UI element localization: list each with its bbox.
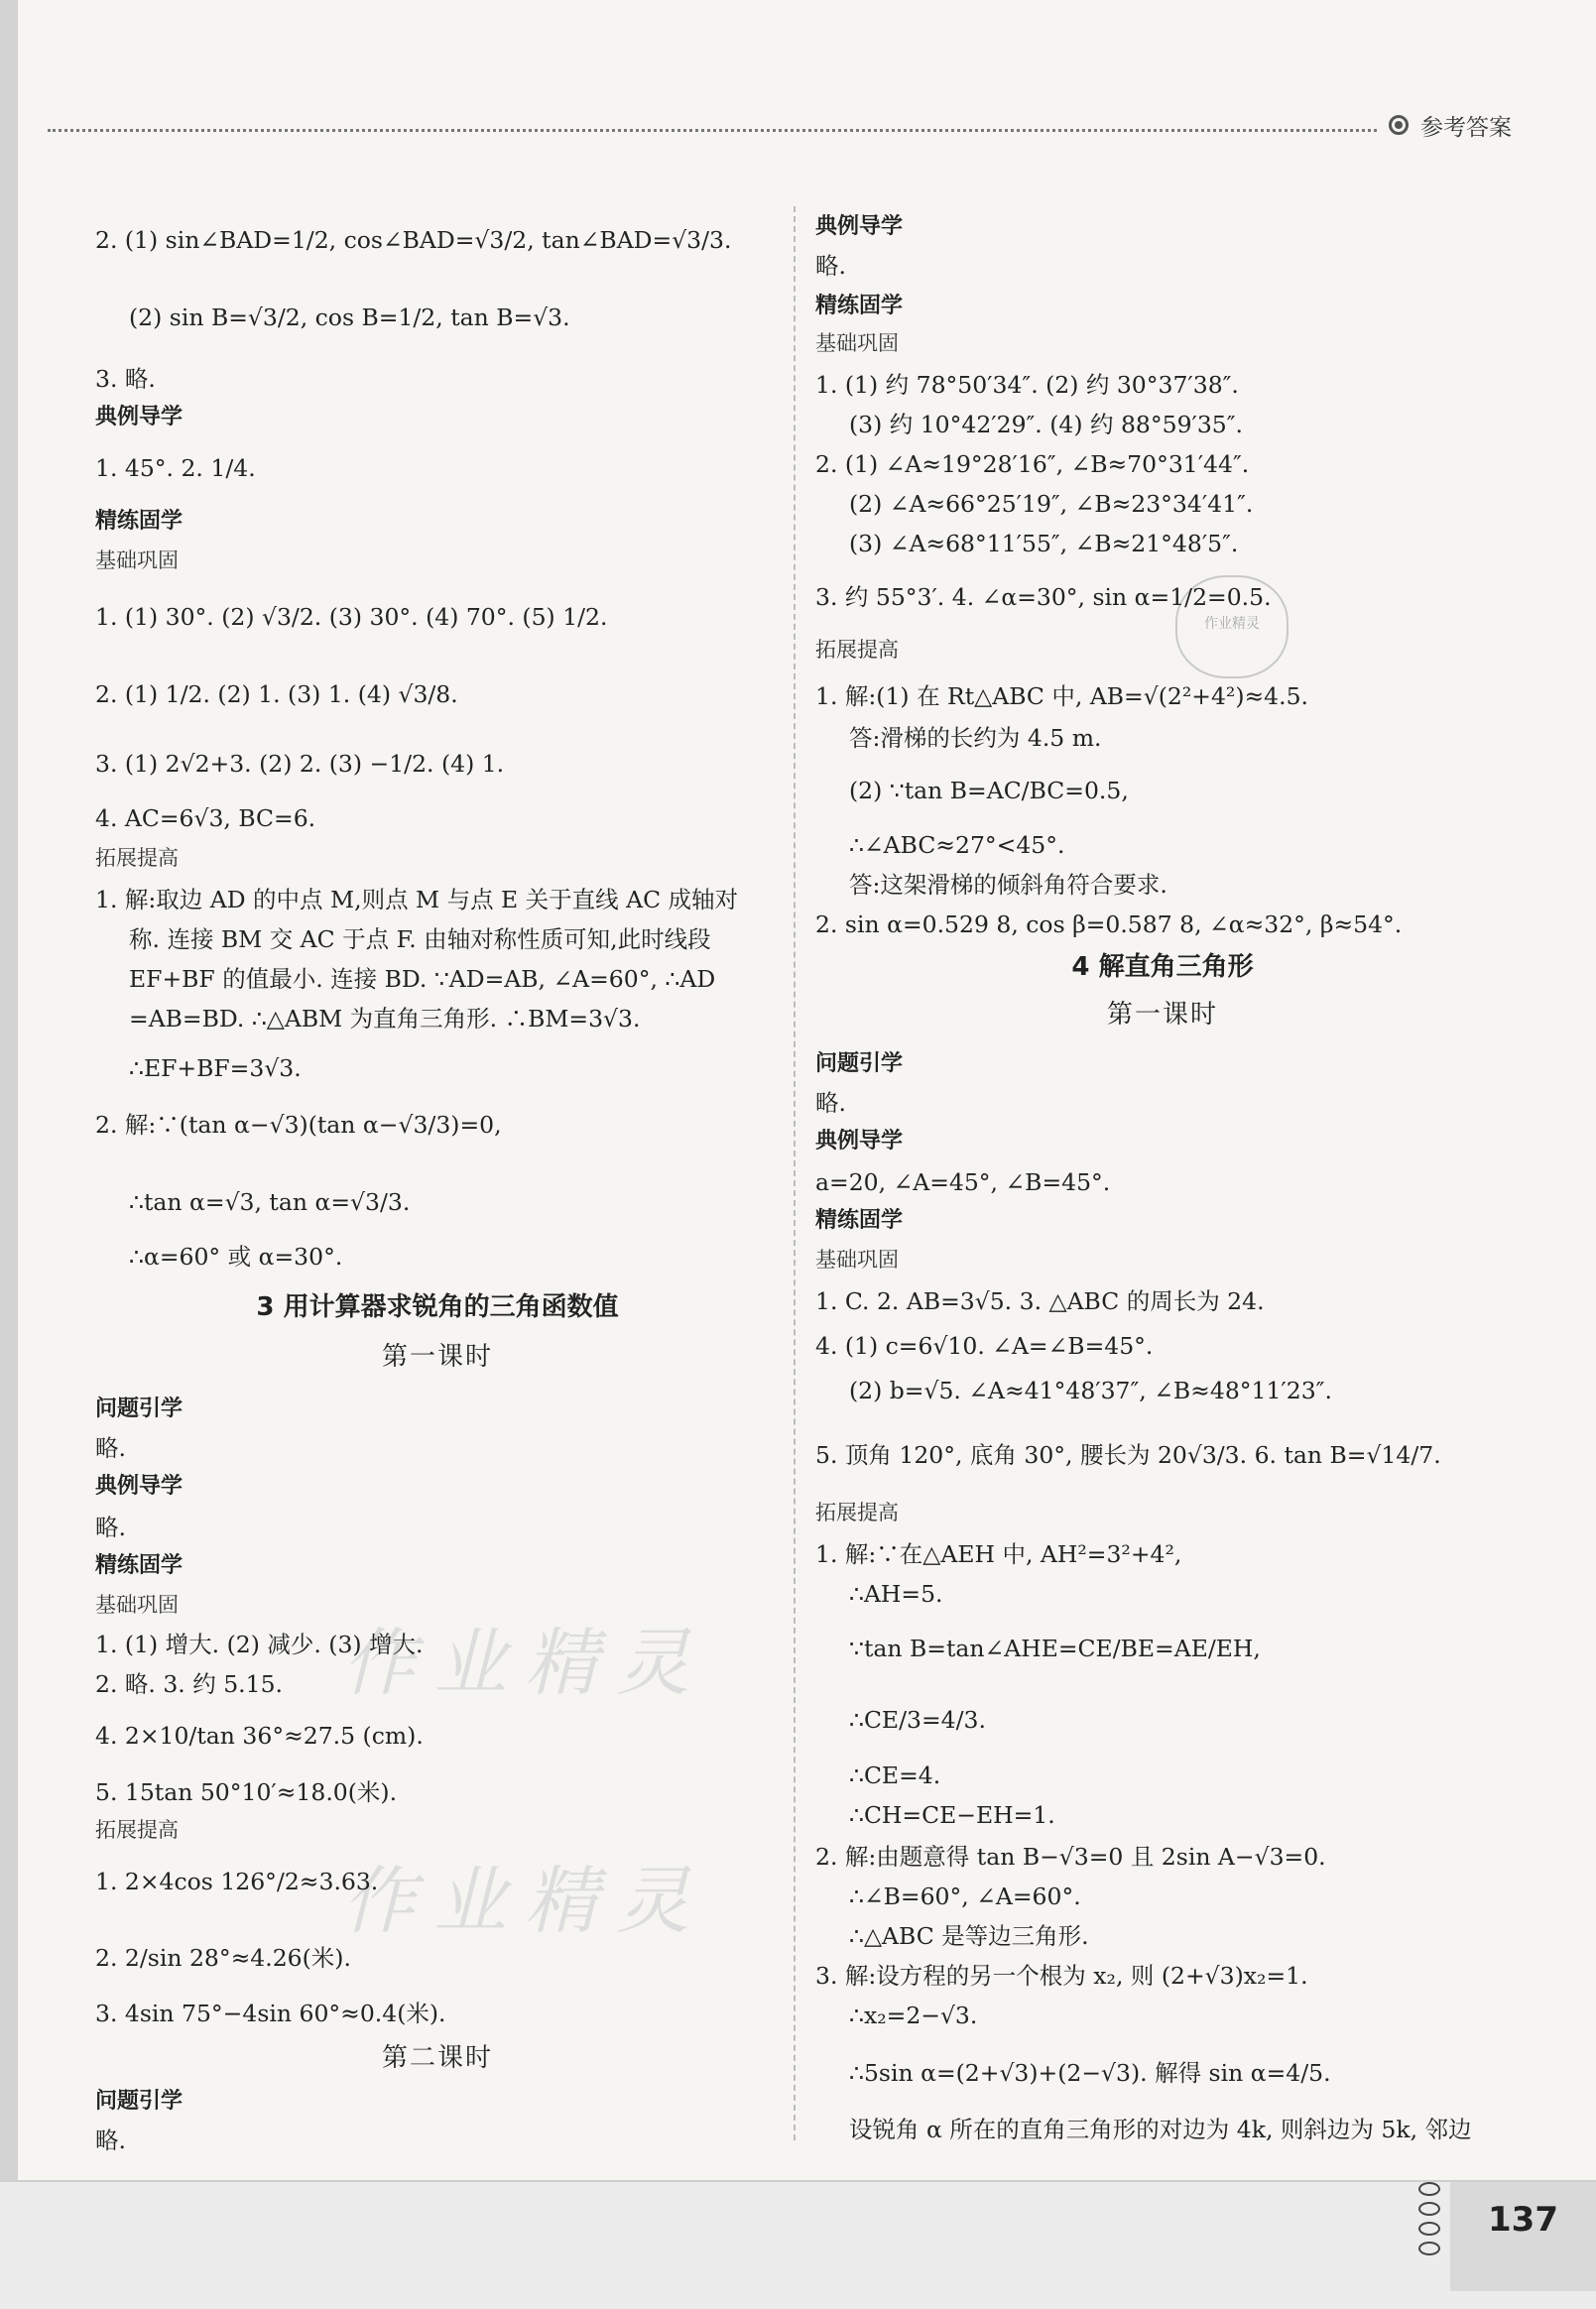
answer-line: (2) sin B=√3/2, cos B=1/2, tan B=√3. [129, 304, 570, 331]
answer-line: 略. [815, 1089, 846, 1117]
section-heading: 典例导学 [815, 1129, 904, 1154]
section-heading: 问题引学 [95, 2089, 184, 2114]
answer-line: 答:这架滑梯的倾斜角符合要求. [849, 871, 1167, 899]
section-heading: 典例导学 [95, 405, 184, 429]
answer-line: 1. 45°. 2. 1/4. [95, 454, 256, 482]
answer-line: 4. (1) c=6√10. ∠A=∠B=45°. [815, 1332, 1154, 1360]
watermark-2: 作业精灵 [342, 1859, 707, 1944]
header-dotted-rule [48, 129, 1377, 132]
header-bullet-icon [1389, 115, 1409, 135]
answer-line: 略. [95, 1514, 126, 1541]
answer-line: ∴∠B=60°, ∠A=60°. [849, 1883, 1081, 1910]
answer-line: 1. (1) 30°. (2) √3/2. (3) 30°. (4) 70°. (5) 1/2. [95, 603, 608, 631]
lesson-title: 第二课时 [381, 2043, 493, 2073]
answer-line: 3. 解:设方程的另一个根为 x₂, 则 (2+√3)x₂=1. [815, 1962, 1308, 1990]
watermark-1: 作业精灵 [342, 1621, 707, 1706]
answer-line: 1. 2×4cos 126°/2≈3.63. [95, 1868, 379, 1895]
answer-line: 略. [95, 1434, 126, 1462]
section-heading: 精练固学 [815, 1208, 904, 1233]
section-heading: 精练固学 [815, 294, 904, 318]
answer-line: (2) ∠A≈66°25′19″, ∠B≈23°34′41″. [849, 490, 1254, 518]
section-heading: 典例导学 [815, 214, 904, 239]
answer-line: 答:滑梯的长约为 4.5 m. [849, 724, 1102, 752]
answer-line: ∵tan B=tan∠AHE=CE/BE=AE/EH, [849, 1635, 1261, 1662]
section-heading: 典例导学 [95, 1474, 184, 1499]
section-heading: 精练固学 [95, 509, 184, 534]
page-footer-band [0, 2180, 1596, 2309]
answer-line: 设锐角 α 所在的直角三角形的对边为 4k, 则斜边为 5k, 邻边 [849, 2116, 1472, 2143]
stamp-logo: 作业精灵 [1175, 575, 1289, 678]
section-title: 4 解直角三角形 [1071, 952, 1254, 982]
subsection-heading: 基础巩固 [815, 331, 899, 355]
answer-line: 3. (1) 2√2+3. (2) 2. (3) −1/2. (4) 1. [95, 750, 505, 778]
column-divider [794, 206, 796, 2140]
answer-line: 1. 解:∵在△AEH 中, AH²=3²+4², [815, 1540, 1182, 1568]
answer-line: 略. [95, 2127, 126, 2154]
answer-line: 1. (1) 增大. (2) 减少. (3) 增大. [95, 1631, 424, 1658]
answer-line: 2. (1) 1/2. (2) 1. (3) 1. (4) √3/8. [95, 680, 458, 708]
binding-rings-icon [1418, 2182, 1440, 2261]
subsection-heading: 拓展提高 [815, 1501, 899, 1524]
answer-line: a=20, ∠A=45°, ∠B=45°. [815, 1168, 1111, 1196]
answer-line: ∴AH=5. [849, 1580, 943, 1608]
section-heading: 问题引学 [95, 1397, 184, 1421]
answer-line: ∴△ABC 是等边三角形. [849, 1922, 1089, 1950]
section-heading: 精练固学 [95, 1553, 184, 1578]
answer-line: 1. (1) 约 78°50′34″. (2) 约 30°37′38″. [815, 371, 1239, 399]
subsection-heading: 基础巩固 [95, 548, 179, 572]
answer-line: 3. 约 55°3′. 4. ∠α=30°, sin α=1/2=0.5. [815, 583, 1272, 611]
lesson-title: 第一课时 [1106, 1000, 1218, 1030]
answer-line: 略. [815, 252, 846, 280]
answer-line: EF+BF 的值最小. 连接 BD. ∵AD=AB, ∠A=60°, ∴AD [129, 965, 716, 993]
answer-line: 2. 解:由题意得 tan B−√3=0 且 2sin A−√3=0. [815, 1843, 1326, 1871]
answer-line: (2) b=√5. ∠A≈41°48′37″, ∠B≈48°11′23″. [849, 1377, 1332, 1404]
header-label: 参考答案 [1420, 115, 1512, 141]
lesson-title: 第一课时 [381, 1342, 493, 1372]
answer-line: 称. 连接 BM 交 AC 于点 F. 由轴对称性质可知,此时线段 [129, 925, 711, 953]
answer-line: ∴EF+BF=3√3. [129, 1054, 302, 1082]
answer-line: 5. 15tan 50°10′≈18.0(米). [95, 1778, 398, 1806]
answer-line: 3. 略. [95, 365, 156, 393]
answer-line: ∴x₂=2−√3. [849, 2002, 978, 2029]
answer-line: ∴5sin α=(2+√3)+(2−√3). 解得 sin α=4/5. [849, 2059, 1331, 2087]
subsection-heading: 拓展提高 [95, 1818, 179, 1842]
answer-line: ∴tan α=√3, tan α=√3/3. [129, 1188, 411, 1216]
page-binding-edge [0, 0, 18, 2307]
answer-line: 1. C. 2. AB=3√5. 3. △ABC 的周长为 24. [815, 1287, 1265, 1315]
answer-line: 1. 解:取边 AD 的中点 M,则点 M 与点 E 关于直线 AC 成轴对 [95, 886, 739, 913]
subsection-heading: 拓展提高 [815, 638, 899, 662]
answer-line: 2. (1) sin∠BAD=1/2, cos∠BAD=√3/2, tan∠BAD=√3/3. [95, 226, 732, 254]
answer-line: 5. 顶角 120°, 底角 30°, 腰长为 20√3/3. 6. tan B=√14/7. [815, 1441, 1441, 1469]
answer-line: 4. 2×10/tan 36°≈27.5 (cm). [95, 1722, 424, 1750]
subsection-heading: 拓展提高 [95, 846, 179, 870]
answer-line: 3. 4sin 75°−4sin 60°≈0.4(米). [95, 2000, 446, 2027]
answer-line: (2) ∵tan B=AC/BC=0.5, [849, 777, 1129, 804]
answer-line: 2. 略. 3. 约 5.15. [95, 1670, 283, 1698]
subsection-heading: 基础巩固 [95, 1593, 179, 1617]
answer-line: 4. AC=6√3, BC=6. [95, 804, 316, 832]
answer-line: ∴CH=CE−EH=1. [849, 1801, 1055, 1829]
subsection-heading: 基础巩固 [815, 1248, 899, 1272]
answer-line: ∴CE/3=4/3. [849, 1706, 986, 1734]
page-number: 137 [1488, 2200, 1558, 2240]
answer-line: 2. 2/sin 28°≈4.26(米). [95, 1944, 351, 1972]
answer-line: 2. 解:∵(tan α−√3)(tan α−√3/3)=0, [95, 1111, 502, 1139]
answer-line: 2. sin α=0.529 8, cos β=0.587 8, ∠α≈32°, β≈54°. [815, 911, 1403, 938]
answer-line: ∴CE=4. [849, 1762, 941, 1789]
answer-line: 1. 解:(1) 在 Rt△ABC 中, AB=√(2²+4²)≈4.5. [815, 682, 1309, 710]
answer-line: ∴∠ABC≈27°<45°. [849, 831, 1065, 859]
answer-line: (3) ∠A≈68°11′55″, ∠B≈21°48′5″. [849, 530, 1239, 557]
answer-line: 2. (1) ∠A≈19°28′16″, ∠B≈70°31′44″. [815, 450, 1250, 478]
answer-line: ∴α=60° 或 α=30°. [129, 1243, 343, 1271]
section-heading: 问题引学 [815, 1051, 904, 1076]
section-title: 3 用计算器求锐角的三角函数值 [256, 1292, 619, 1322]
answer-line: =AB=BD. ∴△ABM 为直角三角形. ∴BM=3√3. [129, 1005, 641, 1033]
answer-line: (3) 约 10°42′29″. (4) 约 88°59′35″. [849, 411, 1244, 438]
